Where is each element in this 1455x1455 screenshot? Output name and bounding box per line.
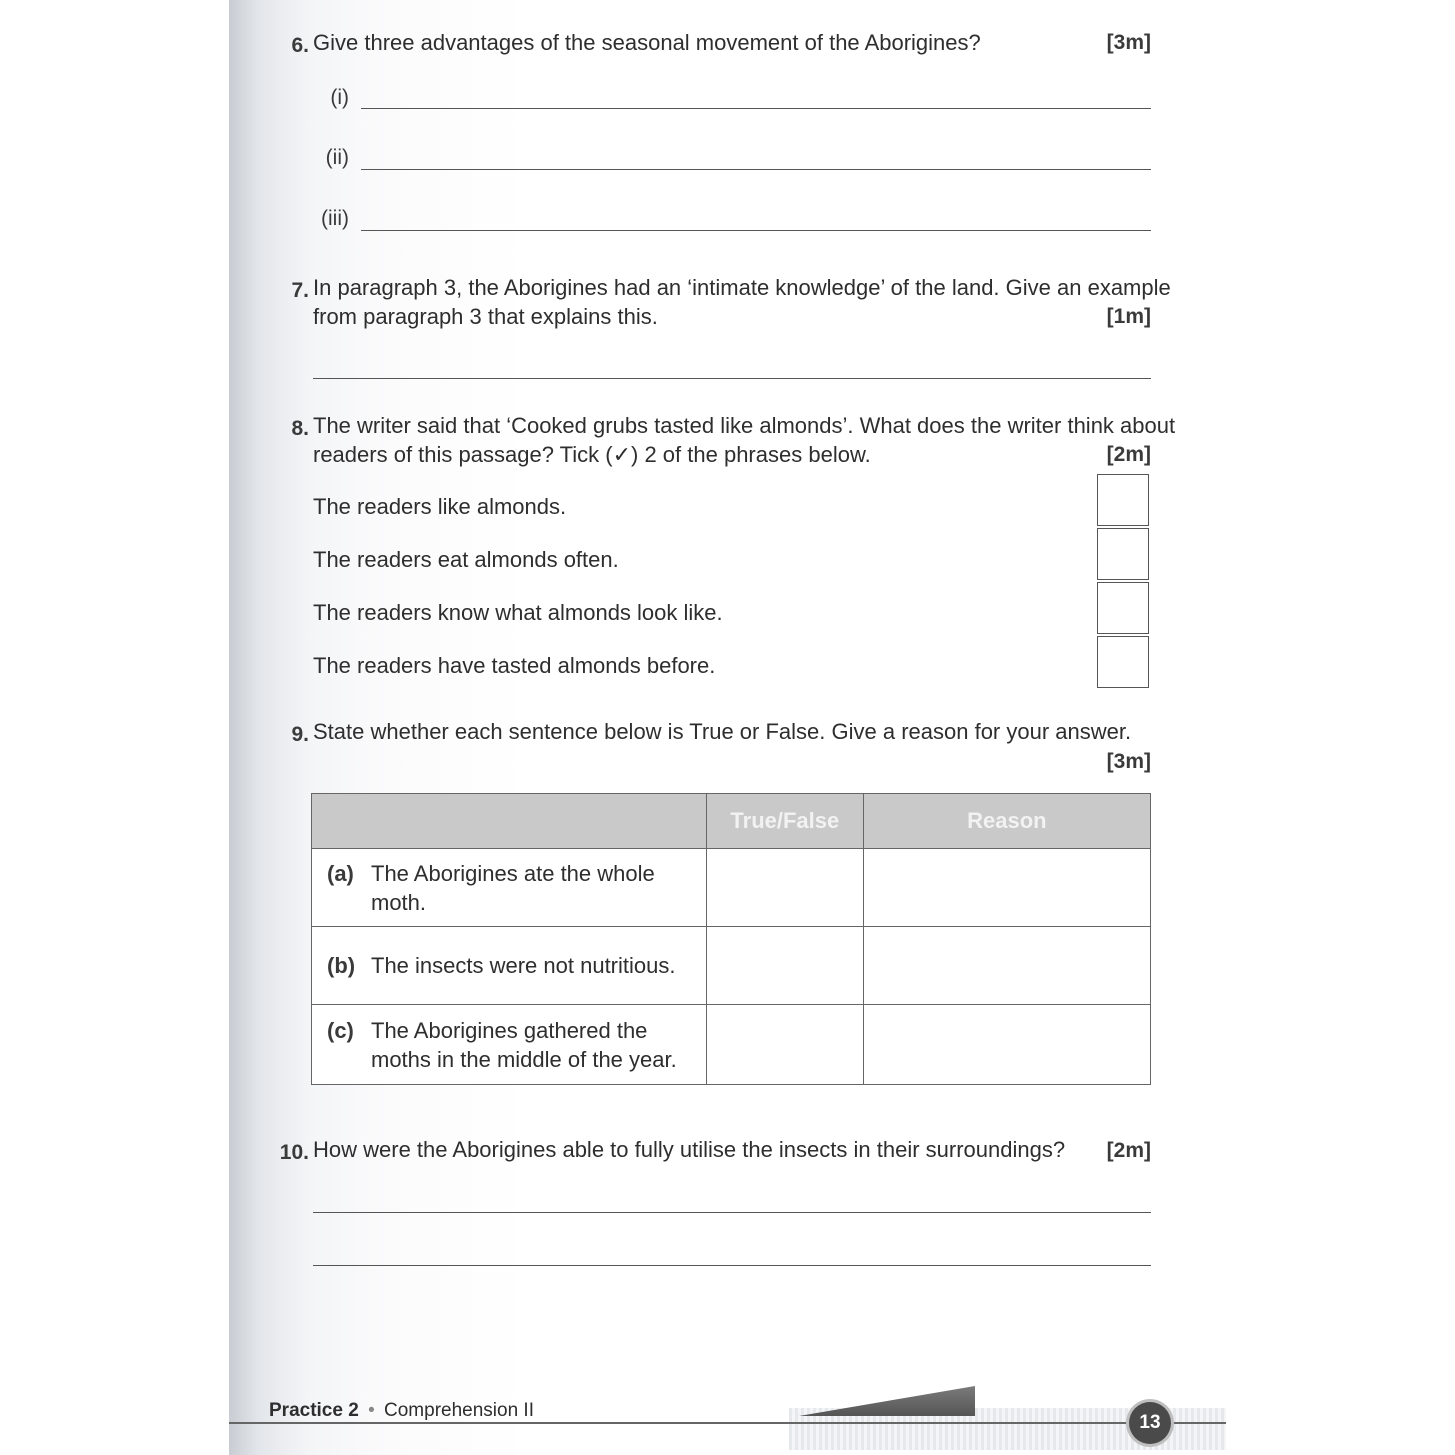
- question-8-marks: [2m]: [1106, 443, 1151, 466]
- footer-section: Comprehension II: [384, 1400, 534, 1421]
- statement-text: The Aborigines ate the whole moth.: [371, 860, 655, 915]
- statement-label: (b): [327, 953, 356, 978]
- question-10-number: 10.: [279, 1141, 309, 1164]
- question-9-text: State whether each sentence below is True or False. Give a reason for your answer.: [313, 719, 1132, 744]
- question-6-part-ii-label: (ii): [325, 146, 349, 169]
- answer-line-6-i[interactable]: [361, 108, 1151, 109]
- question-8-number: 8.: [291, 417, 309, 440]
- question-6-text: Give three advantages of the seasonal movement of the Aborigines?: [313, 30, 981, 55]
- statement-text: The Aborigines gathered the moths in the middle of the year.: [371, 1017, 677, 1072]
- answer-line-6-iii[interactable]: [361, 230, 1151, 231]
- table-row: [312, 927, 1151, 1005]
- worksheet-page: [229, 0, 1226, 1455]
- question-10-marks: [2m]: [1106, 1139, 1151, 1162]
- answer-line-10-b[interactable]: [313, 1265, 1151, 1266]
- option-4-text: The readers have tasted almonds before.: [313, 653, 716, 678]
- question-6-number: 6.: [291, 34, 309, 57]
- option-1-tickbox[interactable]: [1097, 474, 1149, 526]
- header-statement: [312, 794, 707, 849]
- footer-separator: •: [368, 1400, 375, 1421]
- reason-cell[interactable]: [863, 1005, 1150, 1085]
- option-3-tickbox[interactable]: [1097, 582, 1149, 634]
- answer-line-7[interactable]: [313, 378, 1151, 379]
- table-row: [312, 1005, 1151, 1085]
- question-9-marks: [3m]: [1106, 750, 1151, 773]
- question-7-text-line2: from paragraph 3 that explains this.: [313, 304, 658, 329]
- question-8-text-line2: readers of this passage? Tick (✓) 2 of the phrases below.: [313, 442, 871, 467]
- question-9-number: 9.: [291, 723, 309, 746]
- question-6-part-iii-label: (iii): [321, 207, 349, 230]
- answer-line-10-a[interactable]: [313, 1212, 1151, 1213]
- question-6-marks: [3m]: [1106, 31, 1151, 54]
- question-7-number: 7.: [291, 279, 309, 302]
- true-false-table: [311, 793, 1151, 1085]
- true-false-cell[interactable]: [706, 849, 863, 927]
- table-row: [312, 849, 1151, 927]
- question-6-part-i-label: (i): [330, 86, 349, 109]
- true-false-cell[interactable]: [706, 927, 863, 1005]
- question-7-marks: [1m]: [1106, 305, 1151, 328]
- statement-cell: [312, 1005, 707, 1085]
- footer-wedge: [799, 1386, 975, 1416]
- header-true-false: True/False: [706, 794, 863, 849]
- statement-label: (a): [327, 860, 354, 886]
- table-header-row: [312, 794, 1151, 849]
- option-1-text: The readers like almonds.: [313, 494, 567, 519]
- footer-rule: [229, 1422, 1226, 1424]
- option-2-text: The readers eat almonds often.: [313, 547, 619, 572]
- statement-cell: [312, 927, 707, 1005]
- footer-practice: Practice 2: [269, 1400, 359, 1421]
- question-10-text: How were the Aborigines able to fully utilise the insects in their surroundings?: [313, 1137, 1066, 1162]
- option-2-tickbox[interactable]: [1097, 528, 1149, 580]
- true-false-cell[interactable]: [706, 1005, 863, 1085]
- question-8-text-line1: The writer said that ‘Cooked grubs tasted like almonds’. What does the writer think about: [313, 413, 1176, 438]
- answer-line-6-ii[interactable]: [361, 169, 1151, 170]
- option-3-text: The readers know what almonds look like.: [313, 600, 723, 625]
- reason-cell[interactable]: [863, 849, 1150, 927]
- statement-text: The insects were not nutritious.: [371, 953, 676, 978]
- statement-cell: [312, 849, 707, 927]
- question-7-text-line1: In paragraph 3, the Aborigines had an ‘intimate knowledge’ of the land. Give an example: [313, 275, 1171, 300]
- page-number-badge: 13: [1129, 1402, 1171, 1444]
- footer-label: [269, 1400, 534, 1422]
- header-reason: Reason: [863, 794, 1150, 849]
- reason-cell[interactable]: [863, 927, 1150, 1005]
- option-4-tickbox[interactable]: [1097, 636, 1149, 688]
- statement-label: (c): [327, 1017, 354, 1043]
